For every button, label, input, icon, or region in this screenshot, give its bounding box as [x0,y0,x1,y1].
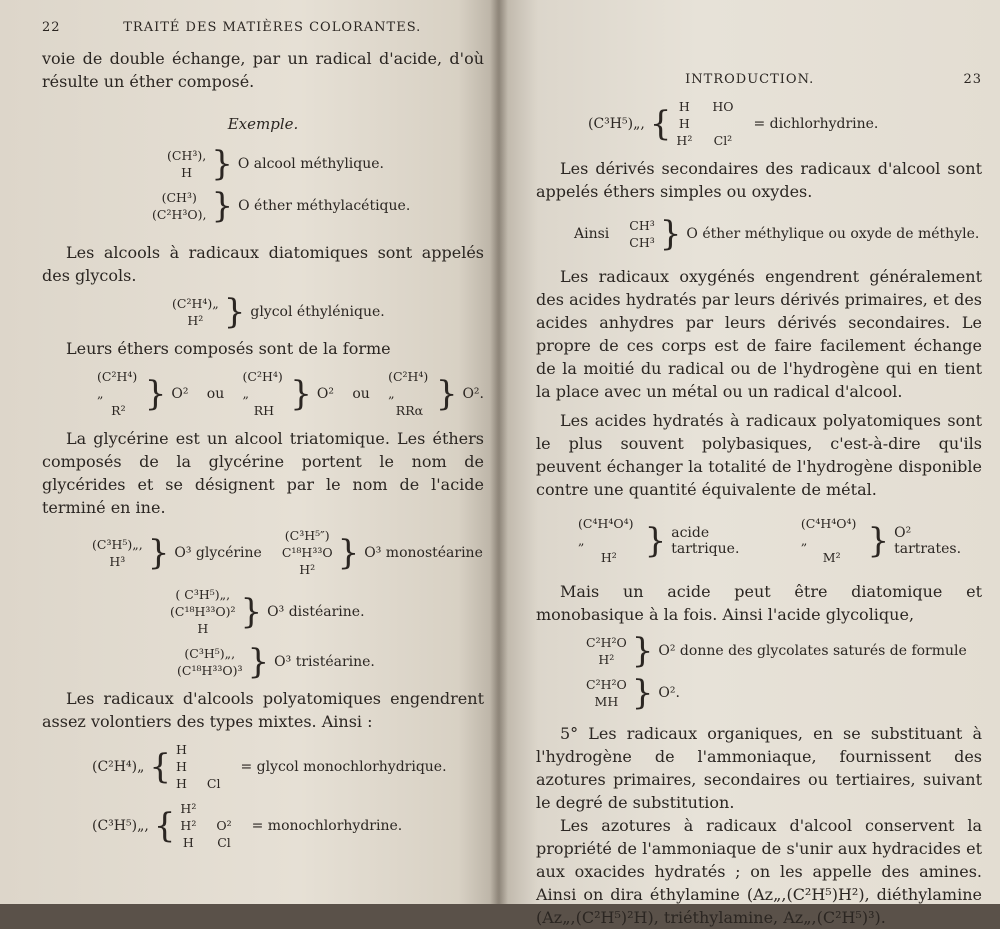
book-gutter [490,0,508,904]
brace: } [247,642,270,682]
formula-label: O². [658,685,680,701]
formula-conjunction: ou [206,385,225,402]
formula-term: (C²H⁴)„ [172,296,219,311]
formula-term: (C²H⁴)„ [97,369,138,401]
formula-term: M² [822,550,841,565]
brace: } [659,214,682,254]
formula-term: (C²H⁴)„ [92,758,145,775]
formula-term: H [175,742,187,757]
right-paragraph-1: Les dérivés secondaires des radicaux d'alcool sont appelés éthers simples ou oxydes. [536,159,982,201]
formula-term: RRα [395,403,424,418]
brace: } [147,532,170,573]
formula-term: C¹⁸H³³O [281,545,333,560]
formula-term: H [182,835,194,850]
brace: } [631,673,654,713]
formula-term: (C³H⁵)„, [92,536,143,552]
right-page [498,0,1000,927]
formula-label: O³ tristéarine. [274,654,375,670]
formula-term: O² [216,818,232,833]
formula-label: glycol éthylénique. [250,304,385,320]
formula-distearin [170,586,484,637]
formula-term: HO [712,99,734,114]
brace: { [153,805,176,846]
formula-monochlorhydrin [92,800,484,851]
formula-term: R² [111,403,126,418]
left-running-head [42,20,484,35]
formula-term: CH³ [629,235,655,250]
brace: } [211,186,234,226]
formula-glycol [172,292,484,332]
formula-conjunction: Ainsi [574,226,610,242]
formula-term: (CH³), [167,148,207,163]
formula-label: acide tartrique. [671,524,740,557]
formula-term: MH [594,694,619,709]
left-page-number: 22 [42,20,61,35]
brace: } [644,520,667,561]
formula-term: O² [316,385,335,402]
formula-label: O³ monostéarine [364,544,483,561]
formula-label: O éther méthylacétique. [238,198,411,214]
brace: } [337,532,360,573]
formula-ether-forms [97,368,484,419]
formula-label: O³ glycérine [174,544,262,561]
left-paragraph-1: voie de double échange, par un radical d'acide, d'où résulte un éther composé. [42,49,484,91]
formula-label: O² tartrates. [894,524,962,557]
formula-dichlorhydrin [588,98,982,149]
formula-term: O². [462,385,484,402]
formula-term: (C⁴H⁴O⁴)„ [578,516,634,548]
formula-term: H² [299,562,316,577]
right-paragraph-4: Mais un acide peut être diatomique et monobasique à la fois. Ainsi l'acide glycolique, [536,582,982,624]
formula-term: H² [180,801,197,816]
formula-term: H [197,621,209,636]
formula-label: = monochlorhydrine. [251,817,403,834]
example-label: Exemple. [227,115,299,133]
left-paragraph-5: Les radicaux d'alcools polyatomiques engendrent assez volontiers des types mixtes. Ainsi : [42,689,484,731]
right-paragraph-3: Les acides hydratés à radicaux polyatomiques sont le plus souvent polybasiques, c'est-à-dire qu'ils peuvent échanger la totalité de l'hydrogène disponible contre une quantité équivalente de métal. [536,411,982,499]
formula-label: = glycol monochlorhydrique. [240,758,447,775]
formula-term: H² [676,133,693,148]
left-paragraph-4: La glycérine est un alcool triatomique. Les éthers composés de la glycérine portent le nom de glycérides et se désignent par le nom de l'acide terminé en ine. [42,429,484,517]
brace: } [240,591,263,632]
right-paragraph-5: 5° Les radicaux organiques, en se substituant à l'hydrogène de l'ammoniaque, fournissent des azotures primaires, secondaires ou tertiaires, suivant le degré de substitution. [536,724,982,812]
formula-term: (C³H⁵)„, [184,646,236,661]
formula-term: H² [600,550,617,565]
formula-term: H [678,99,690,114]
left-page [0,0,498,904]
formula-term: (C²H⁴)„ [242,369,283,401]
formula-tartaric [578,515,982,566]
left-paragraph-2: Les alcools à radicaux diatomiques sont appelés des glycols. [42,243,484,285]
formula-methyl-oxide [574,214,982,254]
formula-term: Cl [217,835,231,850]
right-running-head [536,72,982,87]
formula-term: Cl² [713,133,733,148]
left-running-title: TRAITÉ DES MATIÈRES COLORANTES. [123,20,422,35]
formula-label: = dichlorhydrine. [753,115,879,132]
formula-glycolate [586,673,982,713]
formula-term: H² [187,313,204,328]
formula-term: (C¹⁸H³³O)³ [177,663,243,678]
formula-term: H [175,759,187,774]
formula-label: O³ distéarine. [267,603,365,620]
formula-term: (C³H⁵)„, [588,115,645,132]
formula-term: H [175,776,187,791]
brace: } [435,373,458,414]
formula-term: (C²H⁴)„ [388,369,429,401]
brace: } [144,373,167,414]
right-page-number: 23 [963,72,982,87]
brace: } [211,144,233,184]
formula-term: (CH³) [161,190,197,205]
formula-conjunction: ou [352,385,370,402]
formula-term: C²H²O [586,635,627,650]
formula-term: H³ [109,553,126,569]
brace: } [867,520,890,561]
formula-term: RH [253,403,275,418]
right-paragraph-6: Les azotures à radicaux d'alcool conservent la propriété de l'ammoniaque de s'unir aux hydracides et aux oxacides hydratés ; on les appelle des amines. Ainsi on dira éthylamine (Az„,(C²H⁵)H²), diéthylamine (Az„,(C²H⁵)²H), triéthylamine, Az„,(C²H⁵)³). [536,816,982,927]
brace: } [290,373,312,414]
formula-methyl-acetic-ether [152,186,484,226]
formula-term: (C³H⁵)„, [92,817,149,834]
formula-term: C²H²O [586,677,627,692]
formula-glycol-monochlorhydric [92,741,484,792]
formula-label: O éther méthylique ou oxyde de méthyle. [686,226,980,242]
formula-term: (C⁴H⁴O⁴)„ [800,516,857,548]
formula-tristearin [177,642,484,682]
left-paragraph-3: Leurs éthers composés sont de la forme [66,339,391,358]
formula-term: H² [180,818,197,833]
formula-term: (C³H⁵″) [284,528,330,543]
brace: { [149,746,171,787]
brace: } [223,292,246,332]
formula-term: H [181,165,193,180]
formula-term: O² [171,385,189,402]
brace: } [631,631,654,671]
formula-glycerin-monostearin [92,527,484,578]
formula-label: O alcool méthylique. [237,156,385,172]
right-paragraph-2: Les radicaux oxygénés engendrent généralement des acides hydratés par leurs dérivés primaires, et des acides anhydres par leurs dérivés secondaires. Le propre de ces corps est de faire facilement échange de la moitié du radical ou de l'hydrogène qui en tient la place avec un métal ou un radical d'alcool. [536,267,982,401]
formula-label: O² donne des glycolates saturés de formule [658,643,967,659]
formula-term: H [678,116,690,131]
formula-term: (C¹⁸H³³O)² [170,604,236,619]
formula-term: (C²H³O), [152,207,207,222]
formula-term: Cl [206,776,221,791]
formula-methyl-alcohol [167,144,484,184]
formula-term: ( C³H⁵)„, [175,587,231,602]
formula-term: CH³ [629,218,655,233]
right-running-title: INTRODUCTION. [685,72,815,87]
brace: { [649,103,672,144]
formula-term: H² [598,652,615,667]
formula-glycolic-acid [586,631,982,671]
